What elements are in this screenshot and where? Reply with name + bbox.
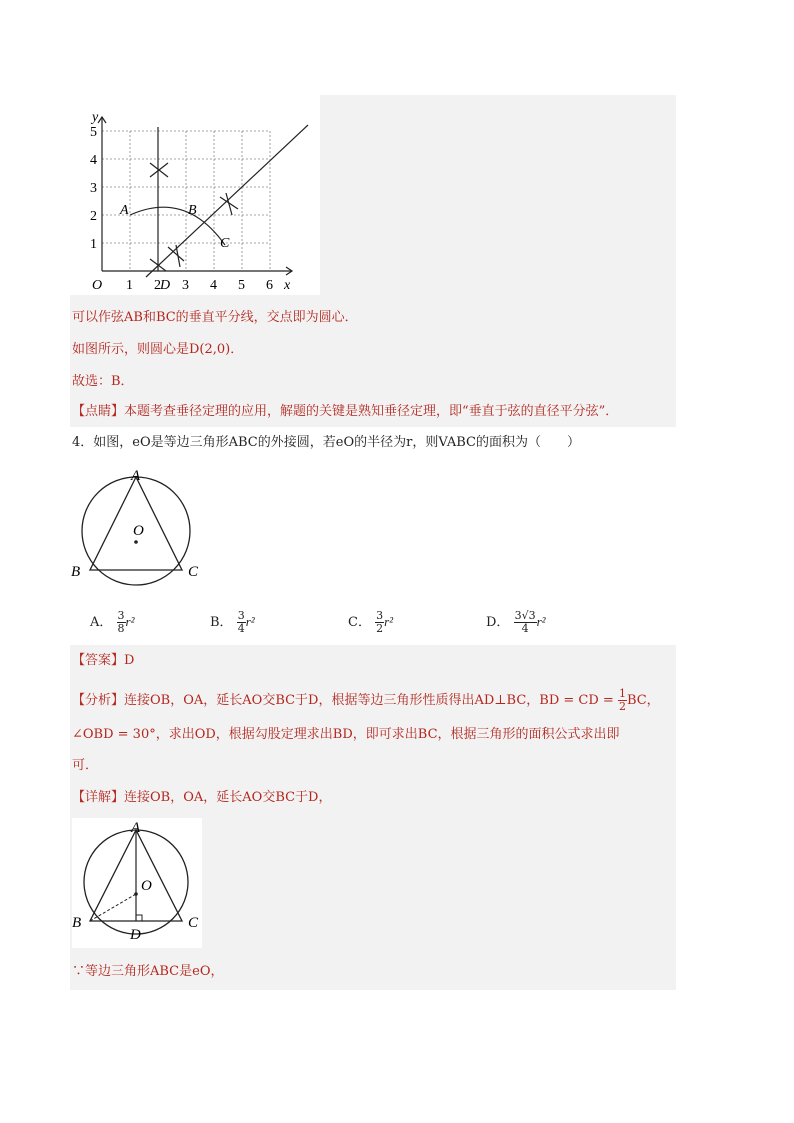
key-point-text: 本题考查垂径定理的应用，解题的关键是熟知垂径定理，即“垂直于弦的直径平分弦”． <box>124 404 619 419</box>
option-a[interactable]: A． $\frac{3}{8}$ r² <box>90 609 135 635</box>
key-point-line <box>72 403 618 421</box>
circle-triangle-figure <box>66 464 206 588</box>
option-b[interactable]: B． $\frac{3}{4}$ r² <box>210 609 255 635</box>
y-axis-label: y <box>92 110 99 125</box>
point-a-label: A <box>120 203 129 218</box>
solution-line: 故选：B． <box>72 374 134 389</box>
option-d[interactable]: D． $\frac{3√3}{4}$ r² <box>486 609 546 635</box>
solution-line: 如图所示，则圆心是D(2,0)． <box>72 342 244 357</box>
detail-tag: 【详解】 <box>72 790 125 805</box>
vertex-b-label: B <box>71 564 81 580</box>
vertex-b-label: B <box>72 915 82 931</box>
center-o-label: O <box>141 878 152 894</box>
point-c-label: C <box>220 236 230 251</box>
x-tick-label: 5 <box>238 278 245 293</box>
y-tick-label: 1 <box>90 237 97 252</box>
fraction: $\frac{1}{2}$ <box>618 687 626 713</box>
analysis-tag: 【分析】 <box>72 693 125 708</box>
solution-line: 可以作弦AB和BC的垂直平分线，交点即为圆心． <box>72 310 358 325</box>
center-o-label: O <box>133 523 144 539</box>
answer-value: D <box>124 653 135 668</box>
origin-label: O <box>92 278 103 293</box>
x-axis-label: x <box>284 278 291 293</box>
answer-tag: 【答案】 <box>72 653 125 668</box>
analysis-line-1: 【分析】连接OB，OA，延长AO交BC于D，根据等边三角形性质得出AD⊥BC，BD = CD = $\frac{1}{2}$ BC， <box>72 687 660 713</box>
answer-line <box>72 652 134 670</box>
point-d-label: D <box>160 278 171 293</box>
x-tick-label: 6 <box>266 278 273 293</box>
vertex-a-label: A <box>131 820 141 836</box>
coordinate-figure <box>70 95 320 295</box>
vertex-a-label: A <box>131 468 141 484</box>
vertex-c-label: C <box>188 915 199 931</box>
x-tick-label: 2 <box>154 278 161 293</box>
x-tick-label: 4 <box>210 278 217 293</box>
y-tick-label: 4 <box>90 153 97 168</box>
key-point-tag: 【点睛】 <box>72 404 125 419</box>
point-b-label: B <box>188 203 197 218</box>
detail-continuation: ∵等边三角形ABC是eO， <box>72 964 224 979</box>
foot-d-label: D <box>130 927 141 943</box>
circle-triangle-solution-figure <box>72 818 202 948</box>
vertex-c-label: C <box>188 564 199 580</box>
y-tick-label: 3 <box>90 181 97 196</box>
x-tick-label: 3 <box>182 278 189 293</box>
y-tick-label: 5 <box>90 125 97 140</box>
analysis-line-2: ∠OBD = 30°，求出OD，根据勾股定理求出BD，即可求出BC，根据三角形的面积公式求出即 <box>72 727 620 742</box>
question-4: 4．如图，eO是等边三角形ABC的外接圆，若eO的半径为r，则VABC的面积为（ ） <box>72 435 580 450</box>
y-tick-label: 2 <box>90 209 97 224</box>
x-tick-label: 1 <box>126 278 133 293</box>
analysis-line-3: 可． <box>72 758 99 773</box>
detail-line: 【详解】连接OB，OA，延长AO交BC于D， <box>72 790 332 805</box>
option-c[interactable]: C． $\frac{3}{2}$ r² <box>348 609 394 635</box>
